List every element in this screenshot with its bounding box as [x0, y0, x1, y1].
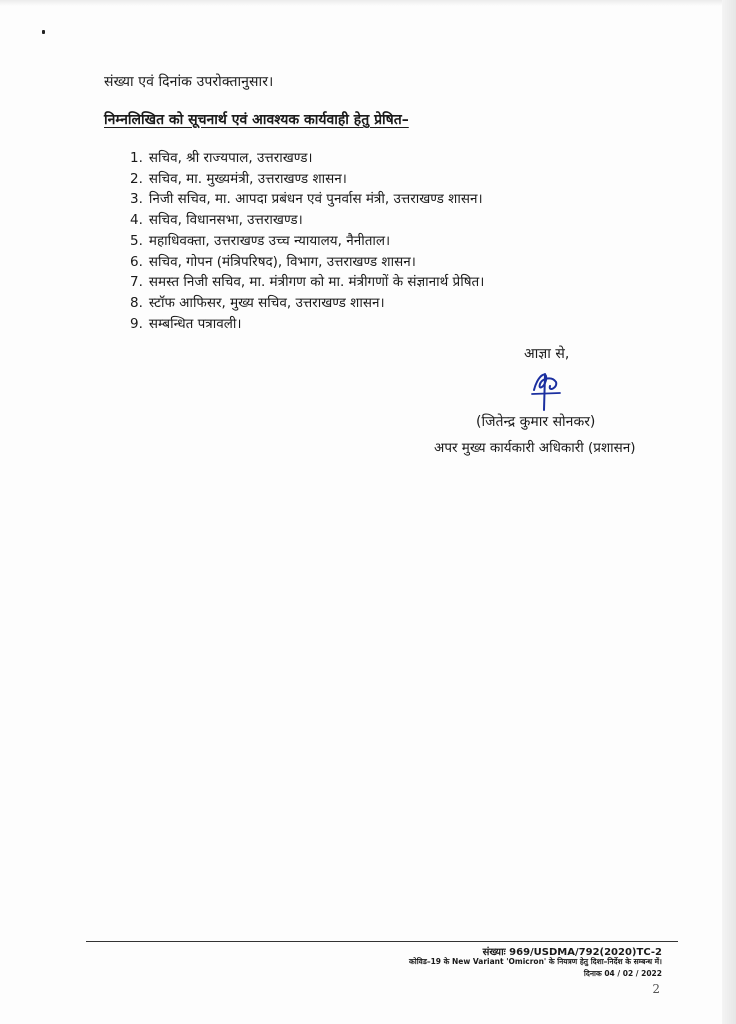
by-order-text: आज्ञा से, [524, 346, 570, 362]
signatory-designation: अपर मुख्य कार्यकारी अधिकारी (प्रशासन) [434, 440, 636, 456]
footer-divider [86, 941, 678, 942]
list-item [130, 189, 484, 210]
list-item-number: 8. [130, 294, 143, 311]
list-item-number: 3. [130, 191, 143, 208]
list-item [130, 293, 484, 314]
recipient-list [130, 148, 484, 334]
page-number: 2 [652, 982, 660, 996]
list-item [130, 272, 484, 293]
list-item-text: सचिव, मा. मुख्यमंत्री, उत्तराखण्ड शासन। [148, 170, 347, 187]
footer-date: दिनाक 04 / 02 / 2022 [583, 969, 662, 978]
list-item [130, 231, 484, 252]
list-item [130, 314, 484, 335]
list-item-number: 2. [130, 170, 143, 187]
list-item-text: सम्बन्धित पत्रावली। [148, 315, 242, 332]
page-top-shadow [0, 0, 736, 6]
list-item-text: सचिव, श्री राज्यपाल, उत्तराखण्ड। [148, 150, 313, 166]
list-item-text: महाधिवक्ता, उत्तराखण्ड उच्च न्यायालय, नैनीताल। [148, 232, 391, 249]
list-item-text: सचिव, गोपन (मंत्रिपरिषद), विभाग, उत्तराखण्ड शासन। [148, 253, 416, 270]
list-item-text: सचिव, विधानसभा, उत्तराखण्ड। [148, 212, 303, 229]
signatory-name: (जितेन्द्र कुमार सोनकर) [476, 414, 596, 430]
list-item-text: निजी सचिव, मा. आपदा प्रबंधन एवं पुनर्वास मंत्री, उत्तराखण्ड शासन। [148, 191, 483, 208]
list-item-text: समस्त निजी सचिव, मा. मंत्रीगण को मा. मंत्रीगणों के संज्ञानार्थ प्रेषित। [148, 274, 485, 291]
list-item-number: 5. [130, 232, 143, 249]
list-item-number: 6. [130, 253, 143, 270]
list-item-number: 7. [130, 274, 143, 291]
reference-line: संख्या एवं दिनांक उपरोक्तानुसार। [104, 74, 274, 90]
list-item-number: 9. [130, 315, 143, 332]
footer-reference-number: संख्याः 969/USDMA/792(2020)TC-2 [482, 947, 662, 958]
list-item-number: 1. [130, 150, 143, 166]
footer-subject: कोविड–19 के New Variant 'Omicron' के नियत्रण हेतु दिशा–निर्देश के सम्बन्ध में। [409, 957, 662, 966]
forward-heading: निम्नलिखित को सूचनार्थ एवं आवश्यक कार्यवाही हेतु प्रेषित– [104, 112, 409, 128]
list-item [130, 148, 484, 169]
list-item [130, 169, 484, 190]
list-item-number: 4. [130, 212, 143, 229]
list-item [130, 210, 484, 231]
page-edge-shadow [722, 0, 736, 1024]
scan-speck [42, 30, 45, 34]
signature-image [526, 366, 564, 412]
list-item-text: स्टॉफ आफिसर, मुख्य सचिव, उत्तराखण्ड शासन। [148, 294, 385, 311]
list-item [130, 252, 484, 273]
